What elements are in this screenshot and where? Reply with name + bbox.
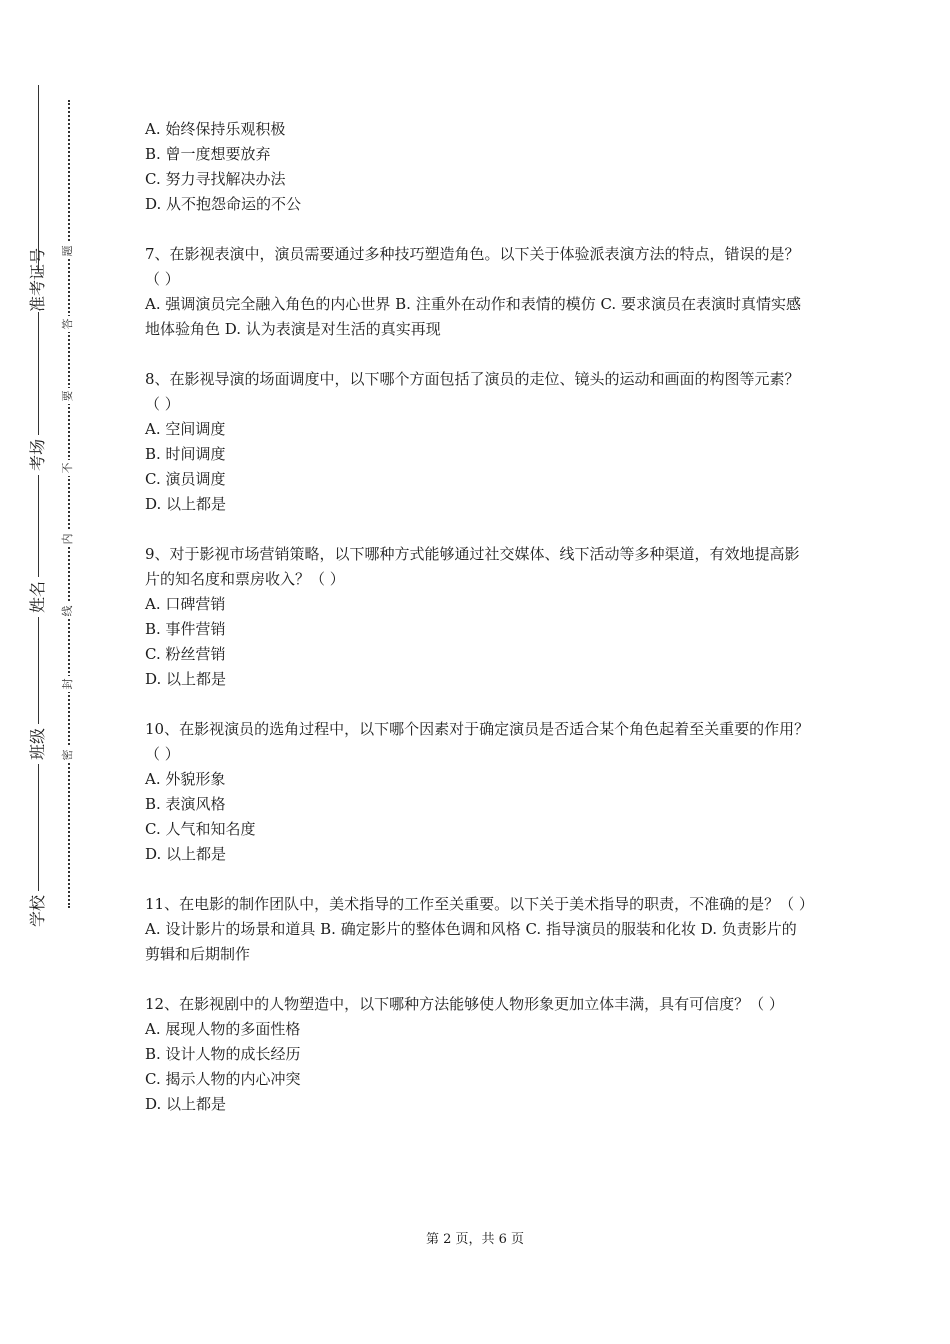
binding-margin [0, 0, 110, 1344]
question-stem: 8、在影视导演的场面调度中，以下哪个方面包括了演员的走位、镜头的运动和画面的构图等元素？（ ） [145, 370, 800, 413]
question-11 [145, 892, 814, 967]
option-c: C. 粉丝营销 [145, 645, 226, 663]
option-d: D. 以上都是 [145, 670, 227, 688]
seal-char: 答 [62, 316, 74, 332]
option-a: A. 空间调度 [145, 420, 226, 438]
seal-char: 密 [62, 747, 74, 763]
field-school-label: 学校 [29, 891, 47, 931]
question-stem: 7、在影视表演中，演员需要通过多种技巧塑造角色。以下关于体验派表演方法的特点，错误的是？（ ） [145, 245, 800, 288]
seal-char: 要 [62, 388, 74, 404]
option-b: B. 表演风格 [145, 795, 226, 813]
seal-char: 线 [62, 603, 74, 619]
field-exam-room-label: 考场 [29, 435, 47, 475]
question-options-inline: A. 强调演员完全融入角色的内心世界 B. 注重外在动作和表情的模仿 C. 要求演员在表演时真情实感地体验角色 D. 认为表演是对生活的真实再现 [145, 295, 801, 338]
binding-solid-line [38, 85, 39, 925]
question-10 [145, 717, 810, 867]
option-b: B. 事件营销 [145, 620, 226, 638]
option-d: D. 以上都是 [145, 845, 227, 863]
exam-content [145, 117, 814, 1117]
seal-char: 题 [62, 243, 74, 259]
question-stem: 11、在电影的制作团队中，美术指导的工作至关重要。以下关于美术指导的职责，不准确的是？（ ） [145, 895, 814, 913]
seal-char: 内 [62, 531, 74, 547]
page-footer: 第 2 页，共 6 页 [425, 1232, 525, 1247]
lead-options [145, 117, 810, 217]
option-a: A. 始终保持乐观积极 [145, 120, 286, 138]
question-stem: 12、在影视剧中的人物塑造中，以下哪种方法能够使人物形象更加立体丰满，具有可信度？（ ） [145, 995, 784, 1013]
question-stem: 9、对于影视市场营销策略，以下哪种方式能够通过社交媒体、线下活动等多种渠道，有效地提高影片的知名度和票房收入？（ ） [145, 545, 800, 588]
question-options-inline: A. 设计影片的场景和道具 B. 确定影片的整体色调和风格 C. 指导演员的服装和化妆 D. 负责影片的剪辑和后期制作 [145, 920, 797, 963]
option-b: B. 曾一度想要放弃 [145, 145, 271, 163]
option-c: C. 人气和知名度 [145, 820, 256, 838]
question-9 [145, 542, 810, 692]
field-name-label: 姓名 [29, 577, 47, 617]
option-c: C. 努力寻找解决办法 [145, 170, 286, 188]
field-exam-id-label: 准考证号 [28, 247, 47, 312]
option-d: D. 以上都是 [145, 1095, 227, 1113]
question-12 [145, 992, 810, 1117]
question-7 [145, 242, 810, 342]
option-b: B. 设计人物的成长经历 [145, 1045, 301, 1063]
seal-char: 封 [62, 676, 74, 692]
field-class-label: 班级 [29, 724, 47, 764]
seal-char: 不 [62, 460, 74, 476]
option-c: C. 揭示人物的内心冲突 [145, 1070, 301, 1088]
option-a: A. 展现人物的多面性格 [145, 1020, 301, 1038]
option-d: D. 从不抱怨命运的不公 [145, 195, 302, 213]
option-b: B. 时间调度 [145, 445, 226, 463]
seal-dotted-line [68, 100, 70, 908]
option-c: C. 演员调度 [145, 470, 226, 488]
option-a: A. 外貌形象 [145, 770, 226, 788]
option-a: A. 口碑营销 [145, 595, 226, 613]
question-8 [145, 367, 810, 517]
question-stem: 10、在影视演员的选角过程中，以下哪个因素对于确定演员是否适合某个角色起着至关重要的作用？（ ） [145, 720, 810, 763]
option-d: D. 以上都是 [145, 495, 227, 513]
